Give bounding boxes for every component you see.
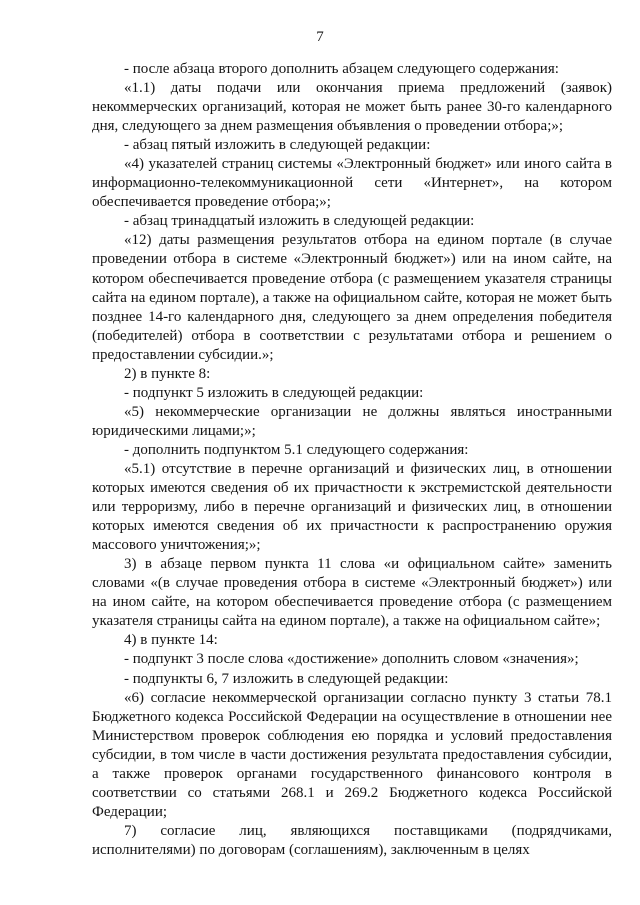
paragraph: 4) в пункте 14: bbox=[124, 632, 218, 649]
paragraph: «12) даты размещения результатов отбора на едином портале (в случае проведении отбора в системе «Электронный бюджет») или на ином сайте, на котором обеспечивается проведение отбора (с размещением указателя страницы сайта на едином портале), а также на официальном сайте, которая не может быть позднее 14-го календарного дня, следующего за днем определения победителя (победителей) отбора в соответствии с результатами отбора и решением о предоставлении субсидии.»; bbox=[92, 232, 612, 363]
document-body bbox=[92, 60, 612, 860]
paragraph: «5) некоммерческие организации не должны являться иностранными юридическими лицами;»; bbox=[92, 403, 612, 439]
paragraph: - абзац тринадцатый изложить в следующей редакции: bbox=[124, 213, 475, 230]
paragraph: - подпункты 6, 7 изложить в следующей редакции: bbox=[124, 670, 449, 687]
paragraph: «6) согласие некоммерческой организации согласно пункту 3 статьи 78.1 Бюджетного кодекса Российской Федерации на осуществление в отношении нее Министерством проверок соблюдения ею порядка и условий предоставления субсидии, в том числе в части достижения результата предоставления субсидии, а также проверок органами государственного финансового контроля в соответствии со статьями 268.1 и 269.2 Бюджетного кодекса Российской Федерации; bbox=[92, 689, 612, 820]
paragraph: «5.1) отсутствие в перечне организаций и физических лиц, в отношении которых имеются сведения об их причастности к экстремистской деятельности или терроризму, либо в перечне организаций и физических лиц, в отношении которых имеются сведения об их причастности к распространению оружия массового уничтожения;»; bbox=[92, 460, 612, 554]
paragraph: - дополнить подпунктом 5.1 следующего содержания: bbox=[124, 441, 469, 458]
paragraph: 7) согласие лиц, являющихся поставщиками (подрядчиками, исполнителями) по договорам (соглашениям), заключенным в целях bbox=[92, 822, 612, 858]
paragraph: «4) указателей страниц системы «Электронный бюджет» или иного сайта в информационно-телекоммуникационной сети «Интернет», на котором обеспечивается проведение отбора;»; bbox=[92, 156, 612, 211]
page-number: 7 bbox=[316, 29, 324, 45]
paragraph: «1.1) даты подачи или окончания приема предложений (заявок) некоммерческих организаций, которая не может быть ранее 30-го календарного дня, следующего за днем размещения объявления о проведении отбора;»; bbox=[92, 80, 612, 135]
paragraph: - подпункт 3 после слова «достижение» дополнить словом «значения»; bbox=[124, 651, 579, 668]
paragraph: 2) в пункте 8: bbox=[124, 365, 211, 382]
paragraph: - абзац пятый изложить в следующей редакции: bbox=[124, 137, 431, 154]
paragraph: - после абзаца второго дополнить абзацем следующего содержания: bbox=[124, 61, 559, 77]
paragraph: 3) в абзаце первом пункта 11 слова «и официальном сайте» заменить словами «(в случае проведения отбора в системе «Электронный бюджет») или на ином сайте, на котором обеспечивается проведение отбора (с размещением указателя страницы сайта на едином портале), а также на официальном сайте»; bbox=[92, 556, 612, 630]
paragraph: - подпункт 5 изложить в следующей редакции: bbox=[124, 384, 424, 401]
